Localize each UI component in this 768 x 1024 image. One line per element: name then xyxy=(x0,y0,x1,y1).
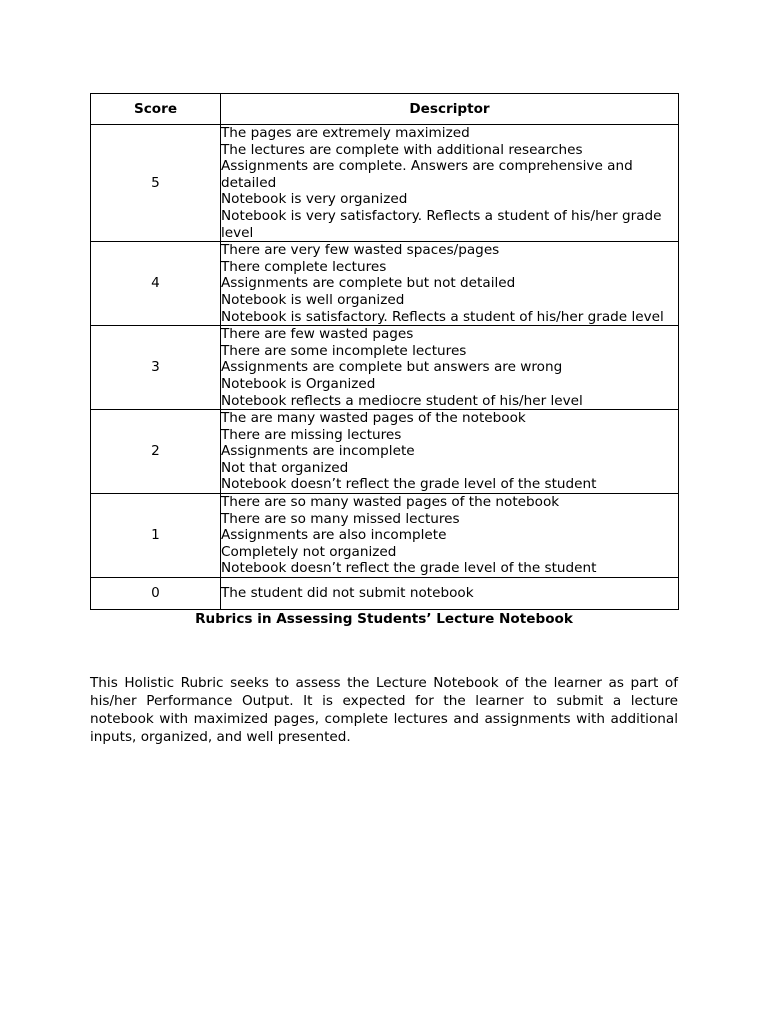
descriptor-line: There are so many wasted pages of the notebook xyxy=(221,494,560,511)
descriptor-line: There are some incomplete lectures xyxy=(221,342,467,359)
score-cell: 5 xyxy=(91,125,221,242)
score-cell: 0 xyxy=(91,578,221,610)
descriptor-line: Assignments are complete but answers are wrong xyxy=(221,359,563,376)
descriptor-cell xyxy=(221,125,679,242)
descriptor-line: Notebook reflects a mediocre student of his/her level xyxy=(221,392,583,409)
score-cell: 2 xyxy=(91,410,221,494)
descriptor-line: Notebook is satisfactory. Reflects a student of his/her grade level xyxy=(221,308,664,325)
table-row xyxy=(91,410,679,494)
descriptor-cell xyxy=(221,410,679,494)
score-cell: 1 xyxy=(91,494,221,578)
descriptor-line: There are few wasted pages xyxy=(221,326,414,343)
descriptor-line: Assignments are complete but not detailed xyxy=(221,275,516,292)
descriptor-line: Completely not organized xyxy=(221,543,397,560)
descriptor-line: Assignments are complete. Answers are comprehensive and detailed xyxy=(221,158,633,191)
descriptor-line: There are missing lectures xyxy=(221,426,402,443)
descriptor-line: The student did not submit notebook xyxy=(221,585,474,602)
descriptor-line: Notebook doesn’t reflect the grade level of the student xyxy=(221,476,597,493)
table-caption: Rubrics in Assessing Students’ Lecture Notebook xyxy=(195,611,573,628)
descriptor-line: Notebook is Organized xyxy=(221,375,376,392)
descriptor-line: Notebook is well organized xyxy=(221,291,405,308)
descriptor-line: Assignments are also incomplete xyxy=(221,527,447,544)
descriptor-cell xyxy=(221,242,679,326)
document-page xyxy=(90,93,678,760)
descriptor-column-header: Descriptor xyxy=(221,94,679,125)
descriptor-line: Notebook doesn’t reflect the grade level of the student xyxy=(221,560,597,577)
table-row xyxy=(91,494,679,578)
descriptor-line: There are so many missed lectures xyxy=(221,510,460,527)
descriptor-line: Not that organized xyxy=(221,459,349,476)
descriptor-cell xyxy=(221,326,679,410)
table-row xyxy=(91,326,679,410)
descriptor-cell xyxy=(221,578,679,610)
descriptor-line: The are many wasted pages of the notebook xyxy=(221,410,526,427)
score-cell: 4 xyxy=(91,242,221,326)
body-paragraph: This Holistic Rubric seeks to assess the Lecture Notebook of the learner as part of his/her Performance Output. It is expected for the learner to submit a lecture notebook with maximized pages, complete lectures and assignments with additional inputs, organized, and well presented. xyxy=(90,675,678,746)
descriptor-line: Assignments are incomplete xyxy=(221,443,415,460)
score-cell: 3 xyxy=(91,326,221,410)
descriptor-cell xyxy=(221,494,679,578)
descriptor-line: There are very few wasted spaces/pages xyxy=(221,242,500,259)
descriptor-line: Notebook is very satisfactory. Reflects a student of his/her grade level xyxy=(221,207,662,241)
descriptor-line: The lectures are complete with additional researches xyxy=(221,141,583,158)
table-row xyxy=(91,242,679,326)
table-row xyxy=(91,578,679,610)
rubric-table xyxy=(90,93,679,610)
descriptor-line: Notebook is very organized xyxy=(221,191,408,208)
table-header-row xyxy=(91,94,679,125)
descriptor-line: The pages are extremely maximized xyxy=(221,125,470,141)
descriptor-line: There complete lectures xyxy=(221,258,387,275)
score-column-header: Score xyxy=(91,94,221,125)
table-row xyxy=(91,125,679,242)
